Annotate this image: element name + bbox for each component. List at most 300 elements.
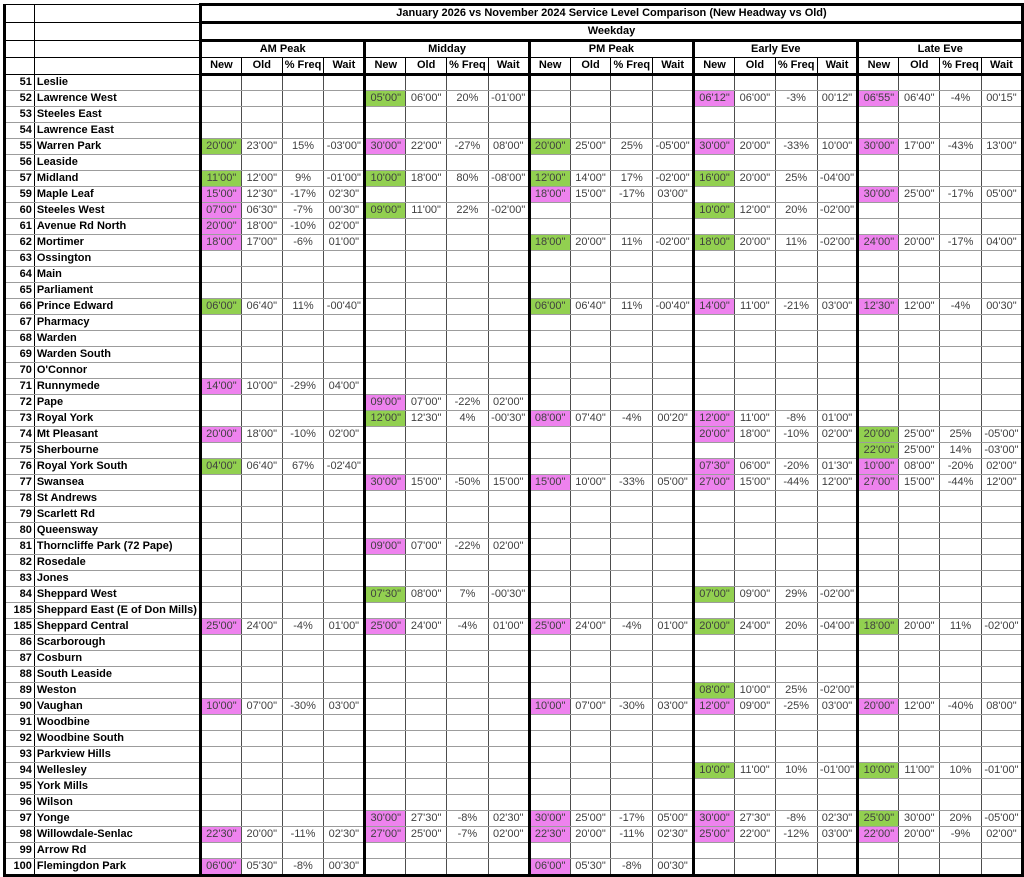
new-headway-cell[interactable]: 12'00"	[529, 171, 570, 187]
freq-change-cell[interactable]: 11%	[611, 299, 653, 315]
old-headway-cell[interactable]	[570, 795, 611, 811]
wait-change-cell[interactable]: -03'00"	[324, 139, 365, 155]
old-headway-cell[interactable]	[734, 283, 775, 299]
new-headway-cell[interactable]	[200, 507, 241, 523]
old-headway-cell[interactable]: 07'40"	[570, 411, 611, 427]
freq-change-cell[interactable]	[611, 763, 653, 779]
freq-change-cell[interactable]	[282, 411, 324, 427]
new-headway-cell[interactable]: 08'00"	[529, 411, 570, 427]
freq-change-cell[interactable]	[447, 491, 489, 507]
new-headway-cell[interactable]	[200, 363, 241, 379]
new-headway-cell[interactable]	[694, 715, 735, 731]
new-headway-cell[interactable]	[858, 123, 899, 139]
new-headway-cell[interactable]: 18'00"	[529, 235, 570, 251]
freq-change-cell[interactable]	[775, 539, 817, 555]
route-name-cell[interactable]: Thorncliffe Park (72 Pape)	[34, 539, 200, 555]
new-headway-cell[interactable]	[529, 123, 570, 139]
freq-change-cell[interactable]	[282, 523, 324, 539]
new-headway-cell[interactable]	[694, 347, 735, 363]
freq-change-cell[interactable]: 25%	[775, 171, 817, 187]
old-headway-cell[interactable]	[241, 395, 282, 411]
route-name-cell[interactable]: Woodbine	[34, 715, 200, 731]
old-headway-cell[interactable]: 06'40"	[241, 459, 282, 475]
freq-change-cell[interactable]: -11%	[611, 827, 653, 843]
old-headway-cell[interactable]	[241, 363, 282, 379]
freq-change-cell[interactable]	[447, 347, 489, 363]
new-headway-cell[interactable]	[694, 107, 735, 123]
freq-change-cell[interactable]: 29%	[775, 587, 817, 603]
route-number-cell[interactable]: 185	[5, 603, 35, 619]
freq-change-cell[interactable]: 7%	[447, 587, 489, 603]
old-headway-cell[interactable]: 23'00"	[241, 139, 282, 155]
freq-change-cell[interactable]	[775, 555, 817, 571]
old-headway-cell[interactable]: 10'00"	[734, 683, 775, 699]
new-headway-cell[interactable]	[858, 795, 899, 811]
wait-change-cell[interactable]	[981, 731, 1022, 747]
route-name-cell[interactable]: Rosedale	[34, 555, 200, 571]
freq-change-cell[interactable]: -21%	[775, 299, 817, 315]
old-headway-cell[interactable]	[734, 395, 775, 411]
old-headway-cell[interactable]	[899, 107, 940, 123]
wait-change-cell[interactable]	[324, 475, 365, 491]
wait-change-cell[interactable]: 12'00"	[981, 475, 1022, 491]
old-headway-cell[interactable]	[241, 91, 282, 107]
wait-change-cell[interactable]	[324, 347, 365, 363]
route-number-cell[interactable]: 86	[5, 635, 35, 651]
subcolumn-header-cell[interactable]: % Freq	[940, 58, 982, 75]
wait-change-cell[interactable]	[817, 859, 858, 876]
old-headway-cell[interactable]	[899, 75, 940, 91]
old-headway-cell[interactable]: 24'00"	[241, 619, 282, 635]
freq-change-cell[interactable]	[611, 379, 653, 395]
new-headway-cell[interactable]	[529, 555, 570, 571]
old-headway-cell[interactable]	[406, 843, 447, 859]
old-headway-cell[interactable]	[899, 267, 940, 283]
new-headway-cell[interactable]	[200, 491, 241, 507]
wait-change-cell[interactable]	[324, 315, 365, 331]
old-headway-cell[interactable]	[406, 331, 447, 347]
wait-change-cell[interactable]: 05'00"	[653, 811, 694, 827]
route-number-cell[interactable]: 79	[5, 507, 35, 523]
old-headway-cell[interactable]: 06'30"	[241, 203, 282, 219]
new-headway-cell[interactable]	[858, 491, 899, 507]
freq-change-cell[interactable]	[940, 715, 982, 731]
new-headway-cell[interactable]	[529, 603, 570, 619]
new-headway-cell[interactable]	[529, 347, 570, 363]
freq-change-cell[interactable]: 11%	[611, 235, 653, 251]
old-headway-cell[interactable]	[899, 219, 940, 235]
old-headway-cell[interactable]: 20'00"	[241, 827, 282, 843]
new-headway-cell[interactable]	[365, 75, 406, 91]
wait-change-cell[interactable]	[653, 843, 694, 859]
route-name-cell[interactable]: Main	[34, 267, 200, 283]
old-headway-cell[interactable]	[241, 507, 282, 523]
old-headway-cell[interactable]: 05'30"	[570, 859, 611, 876]
wait-change-cell[interactable]	[653, 219, 694, 235]
freq-change-cell[interactable]: -8%	[775, 411, 817, 427]
old-headway-cell[interactable]	[734, 315, 775, 331]
freq-change-cell[interactable]	[447, 763, 489, 779]
freq-change-cell[interactable]: -29%	[282, 379, 324, 395]
wait-change-cell[interactable]	[981, 123, 1022, 139]
freq-change-cell[interactable]: -25%	[775, 699, 817, 715]
new-headway-cell[interactable]	[858, 507, 899, 523]
wait-change-cell[interactable]	[488, 779, 529, 795]
new-headway-cell[interactable]	[529, 155, 570, 171]
old-headway-cell[interactable]	[241, 251, 282, 267]
wait-change-cell[interactable]	[653, 731, 694, 747]
new-headway-cell[interactable]: 30'00"	[858, 139, 899, 155]
old-headway-cell[interactable]	[406, 251, 447, 267]
wait-change-cell[interactable]	[653, 491, 694, 507]
new-headway-cell[interactable]: 30'00"	[365, 811, 406, 827]
new-headway-cell[interactable]	[694, 491, 735, 507]
route-name-cell[interactable]: Warden	[34, 331, 200, 347]
route-name-cell[interactable]: Cosburn	[34, 651, 200, 667]
freq-change-cell[interactable]	[282, 571, 324, 587]
new-headway-cell[interactable]	[529, 763, 570, 779]
new-headway-cell[interactable]	[200, 283, 241, 299]
old-headway-cell[interactable]: 30'00"	[899, 811, 940, 827]
wait-change-cell[interactable]	[653, 651, 694, 667]
freq-change-cell[interactable]	[611, 251, 653, 267]
new-headway-cell[interactable]	[694, 779, 735, 795]
new-headway-cell[interactable]: 10'00"	[365, 171, 406, 187]
old-headway-cell[interactable]	[899, 347, 940, 363]
old-headway-cell[interactable]	[406, 555, 447, 571]
wait-change-cell[interactable]	[653, 427, 694, 443]
wait-change-cell[interactable]	[653, 107, 694, 123]
route-number-cell[interactable]: 185	[5, 619, 35, 635]
freq-change-cell[interactable]	[775, 635, 817, 651]
new-headway-cell[interactable]: 20'00"	[200, 219, 241, 235]
wait-change-cell[interactable]	[981, 795, 1022, 811]
new-headway-cell[interactable]: 10'00"	[200, 699, 241, 715]
new-headway-cell[interactable]: 12'30"	[858, 299, 899, 315]
old-headway-cell[interactable]	[406, 507, 447, 523]
new-headway-cell[interactable]: 05'00"	[365, 91, 406, 107]
new-headway-cell[interactable]: 30'00"	[529, 811, 570, 827]
freq-change-cell[interactable]	[940, 171, 982, 187]
new-headway-cell[interactable]: 12'00"	[694, 411, 735, 427]
new-headway-cell[interactable]	[529, 747, 570, 763]
freq-change-cell[interactable]	[611, 539, 653, 555]
old-headway-cell[interactable]	[570, 123, 611, 139]
freq-change-cell[interactable]	[940, 203, 982, 219]
wait-change-cell[interactable]	[981, 347, 1022, 363]
new-headway-cell[interactable]	[529, 779, 570, 795]
old-headway-cell[interactable]	[570, 219, 611, 235]
wait-change-cell[interactable]	[981, 635, 1022, 651]
new-headway-cell[interactable]	[858, 731, 899, 747]
wait-change-cell[interactable]	[324, 667, 365, 683]
wait-change-cell[interactable]: -02'00"	[653, 235, 694, 251]
new-headway-cell[interactable]	[858, 635, 899, 651]
wait-change-cell[interactable]: 03'00"	[817, 827, 858, 843]
wait-change-cell[interactable]: 10'00"	[817, 139, 858, 155]
wait-change-cell[interactable]	[817, 107, 858, 123]
freq-change-cell[interactable]	[611, 603, 653, 619]
freq-change-cell[interactable]	[282, 331, 324, 347]
new-headway-cell[interactable]: 07'00"	[694, 587, 735, 603]
wait-change-cell[interactable]	[817, 715, 858, 731]
new-headway-cell[interactable]	[365, 507, 406, 523]
corner-cell[interactable]	[5, 41, 35, 58]
old-headway-cell[interactable]	[241, 123, 282, 139]
wait-change-cell[interactable]	[981, 843, 1022, 859]
wait-change-cell[interactable]	[488, 731, 529, 747]
new-headway-cell[interactable]: 20'00"	[200, 139, 241, 155]
wait-change-cell[interactable]: 02'00"	[488, 395, 529, 411]
route-number-cell[interactable]: 54	[5, 123, 35, 139]
new-headway-cell[interactable]	[529, 731, 570, 747]
wait-change-cell[interactable]: 01'00"	[324, 619, 365, 635]
freq-change-cell[interactable]	[447, 299, 489, 315]
old-headway-cell[interactable]: 06'40"	[241, 299, 282, 315]
new-headway-cell[interactable]: 22'00"	[858, 827, 899, 843]
old-headway-cell[interactable]	[406, 363, 447, 379]
freq-change-cell[interactable]: -22%	[447, 539, 489, 555]
freq-change-cell[interactable]	[282, 251, 324, 267]
new-headway-cell[interactable]	[200, 91, 241, 107]
subcolumn-header-cell[interactable]: % Freq	[611, 58, 653, 75]
freq-change-cell[interactable]	[775, 251, 817, 267]
old-headway-cell[interactable]	[570, 443, 611, 459]
freq-change-cell[interactable]	[447, 427, 489, 443]
freq-change-cell[interactable]	[940, 795, 982, 811]
freq-change-cell[interactable]: 25%	[611, 139, 653, 155]
new-headway-cell[interactable]	[529, 283, 570, 299]
freq-change-cell[interactable]	[447, 779, 489, 795]
new-headway-cell[interactable]: 20'00"	[529, 139, 570, 155]
old-headway-cell[interactable]: 25'00"	[570, 811, 611, 827]
subcolumn-header-cell[interactable]: % Freq	[447, 58, 489, 75]
route-name-cell[interactable]: Sheppard Central	[34, 619, 200, 635]
wait-change-cell[interactable]: 03'00"	[817, 299, 858, 315]
old-headway-cell[interactable]	[241, 491, 282, 507]
freq-change-cell[interactable]	[447, 795, 489, 811]
old-headway-cell[interactable]: 25'00"	[570, 139, 611, 155]
new-headway-cell[interactable]	[529, 443, 570, 459]
new-headway-cell[interactable]	[858, 267, 899, 283]
wait-change-cell[interactable]	[981, 603, 1022, 619]
route-number-cell[interactable]: 95	[5, 779, 35, 795]
old-headway-cell[interactable]	[734, 107, 775, 123]
new-headway-cell[interactable]	[858, 747, 899, 763]
new-headway-cell[interactable]: 20'00"	[694, 619, 735, 635]
wait-change-cell[interactable]	[817, 315, 858, 331]
freq-change-cell[interactable]	[447, 603, 489, 619]
old-headway-cell[interactable]: 10'00"	[241, 379, 282, 395]
old-headway-cell[interactable]	[734, 843, 775, 859]
old-headway-cell[interactable]: 11'00"	[734, 763, 775, 779]
freq-change-cell[interactable]	[447, 523, 489, 539]
old-headway-cell[interactable]	[899, 203, 940, 219]
freq-change-cell[interactable]: 9%	[282, 171, 324, 187]
old-headway-cell[interactable]: 15'00"	[734, 475, 775, 491]
freq-change-cell[interactable]	[282, 267, 324, 283]
route-number-cell[interactable]: 96	[5, 795, 35, 811]
wait-change-cell[interactable]	[653, 635, 694, 651]
new-headway-cell[interactable]	[694, 363, 735, 379]
wait-change-cell[interactable]	[488, 523, 529, 539]
old-headway-cell[interactable]	[241, 155, 282, 171]
old-headway-cell[interactable]	[899, 171, 940, 187]
freq-change-cell[interactable]	[940, 587, 982, 603]
new-headway-cell[interactable]	[200, 811, 241, 827]
old-headway-cell[interactable]	[406, 747, 447, 763]
new-headway-cell[interactable]	[200, 75, 241, 91]
route-name-cell[interactable]: Ossington	[34, 251, 200, 267]
route-name-cell[interactable]: Vaughan	[34, 699, 200, 715]
old-headway-cell[interactable]: 10'00"	[570, 475, 611, 491]
wait-change-cell[interactable]	[488, 491, 529, 507]
new-headway-cell[interactable]	[365, 651, 406, 667]
wait-change-cell[interactable]	[324, 107, 365, 123]
freq-change-cell[interactable]	[611, 219, 653, 235]
route-name-cell[interactable]: Sheppard West	[34, 587, 200, 603]
wait-change-cell[interactable]: 13'00"	[981, 139, 1022, 155]
wait-change-cell[interactable]	[324, 267, 365, 283]
new-headway-cell[interactable]: 20'00"	[858, 427, 899, 443]
new-headway-cell[interactable]	[694, 843, 735, 859]
old-headway-cell[interactable]	[570, 379, 611, 395]
wait-change-cell[interactable]: -02'00"	[653, 171, 694, 187]
freq-change-cell[interactable]: 11%	[940, 619, 982, 635]
wait-change-cell[interactable]	[488, 107, 529, 123]
old-headway-cell[interactable]	[241, 683, 282, 699]
new-headway-cell[interactable]	[365, 683, 406, 699]
wait-change-cell[interactable]	[324, 811, 365, 827]
wait-change-cell[interactable]: 00'30"	[324, 859, 365, 876]
old-headway-cell[interactable]: 12'00"	[899, 299, 940, 315]
new-headway-cell[interactable]: 15'00"	[529, 475, 570, 491]
freq-change-cell[interactable]	[611, 843, 653, 859]
freq-change-cell[interactable]	[940, 507, 982, 523]
old-headway-cell[interactable]	[406, 187, 447, 203]
wait-change-cell[interactable]	[981, 491, 1022, 507]
old-headway-cell[interactable]	[570, 283, 611, 299]
old-headway-cell[interactable]: 07'00"	[570, 699, 611, 715]
freq-change-cell[interactable]	[940, 395, 982, 411]
new-headway-cell[interactable]	[858, 107, 899, 123]
freq-change-cell[interactable]: -4%	[611, 411, 653, 427]
freq-change-cell[interactable]	[282, 123, 324, 139]
freq-change-cell[interactable]	[447, 507, 489, 523]
old-headway-cell[interactable]	[899, 363, 940, 379]
route-name-cell[interactable]: Yonge	[34, 811, 200, 827]
freq-change-cell[interactable]	[940, 411, 982, 427]
old-headway-cell[interactable]	[241, 75, 282, 91]
wait-change-cell[interactable]	[488, 699, 529, 715]
new-headway-cell[interactable]: 06'00"	[529, 859, 570, 876]
new-headway-cell[interactable]	[858, 395, 899, 411]
subcolumn-header-cell[interactable]: Wait	[817, 58, 858, 75]
wait-change-cell[interactable]: 05'00"	[653, 475, 694, 491]
wait-change-cell[interactable]	[653, 347, 694, 363]
route-number-cell[interactable]: 70	[5, 363, 35, 379]
wait-change-cell[interactable]	[653, 203, 694, 219]
freq-change-cell[interactable]	[282, 107, 324, 123]
table-title-cell[interactable]: January 2026 vs November 2024 Service Level Comparison (New Headway vs Old)	[200, 5, 1022, 23]
new-headway-cell[interactable]: 30'00"	[858, 187, 899, 203]
wait-change-cell[interactable]: 02'30"	[324, 187, 365, 203]
new-headway-cell[interactable]	[694, 155, 735, 171]
new-headway-cell[interactable]: 09'00"	[365, 395, 406, 411]
freq-change-cell[interactable]	[775, 571, 817, 587]
new-headway-cell[interactable]	[365, 235, 406, 251]
freq-change-cell[interactable]	[775, 667, 817, 683]
wait-change-cell[interactable]	[817, 843, 858, 859]
new-headway-cell[interactable]	[200, 443, 241, 459]
wait-change-cell[interactable]	[653, 779, 694, 795]
wait-change-cell[interactable]	[653, 331, 694, 347]
freq-change-cell[interactable]: -17%	[940, 235, 982, 251]
old-headway-cell[interactable]	[570, 491, 611, 507]
old-headway-cell[interactable]: 12'00"	[734, 203, 775, 219]
route-name-cell[interactable]: Mortimer	[34, 235, 200, 251]
old-headway-cell[interactable]	[241, 331, 282, 347]
wait-change-cell[interactable]: -04'00"	[817, 619, 858, 635]
freq-change-cell[interactable]	[775, 363, 817, 379]
new-headway-cell[interactable]: 22'00"	[858, 443, 899, 459]
wait-change-cell[interactable]	[981, 315, 1022, 331]
route-number-cell[interactable]: 66	[5, 299, 35, 315]
new-headway-cell[interactable]	[694, 251, 735, 267]
wait-change-cell[interactable]	[488, 507, 529, 523]
new-headway-cell[interactable]	[529, 363, 570, 379]
old-headway-cell[interactable]: 20'00"	[570, 827, 611, 843]
new-headway-cell[interactable]	[200, 779, 241, 795]
period-header-cell[interactable]: AM Peak	[200, 41, 364, 58]
old-headway-cell[interactable]	[734, 779, 775, 795]
new-headway-cell[interactable]	[529, 267, 570, 283]
freq-change-cell[interactable]	[282, 75, 324, 91]
freq-change-cell[interactable]	[611, 491, 653, 507]
old-headway-cell[interactable]	[570, 555, 611, 571]
new-headway-cell[interactable]	[365, 795, 406, 811]
freq-change-cell[interactable]	[775, 731, 817, 747]
wait-change-cell[interactable]	[488, 667, 529, 683]
freq-change-cell[interactable]	[282, 539, 324, 555]
old-headway-cell[interactable]	[570, 667, 611, 683]
old-headway-cell[interactable]: 27'30"	[406, 811, 447, 827]
wait-change-cell[interactable]: -02'00"	[488, 203, 529, 219]
new-headway-cell[interactable]	[858, 523, 899, 539]
wait-change-cell[interactable]: 00'30"	[981, 299, 1022, 315]
new-headway-cell[interactable]	[200, 843, 241, 859]
wait-change-cell[interactable]	[653, 315, 694, 331]
old-headway-cell[interactable]: 06'40"	[570, 299, 611, 315]
route-number-cell[interactable]: 78	[5, 491, 35, 507]
wait-change-cell[interactable]	[324, 715, 365, 731]
wait-change-cell[interactable]	[981, 107, 1022, 123]
freq-change-cell[interactable]	[611, 155, 653, 171]
new-headway-cell[interactable]	[858, 571, 899, 587]
old-headway-cell[interactable]	[570, 763, 611, 779]
new-headway-cell[interactable]: 10'00"	[858, 763, 899, 779]
corner-cell[interactable]	[34, 5, 200, 23]
new-headway-cell[interactable]	[529, 91, 570, 107]
wait-change-cell[interactable]: -01'00"	[488, 91, 529, 107]
freq-change-cell[interactable]	[447, 699, 489, 715]
new-headway-cell[interactable]: 25'00"	[694, 827, 735, 843]
route-number-cell[interactable]: 55	[5, 139, 35, 155]
freq-change-cell[interactable]	[282, 315, 324, 331]
wait-change-cell[interactable]	[817, 251, 858, 267]
freq-change-cell[interactable]: -11%	[282, 827, 324, 843]
new-headway-cell[interactable]	[200, 251, 241, 267]
